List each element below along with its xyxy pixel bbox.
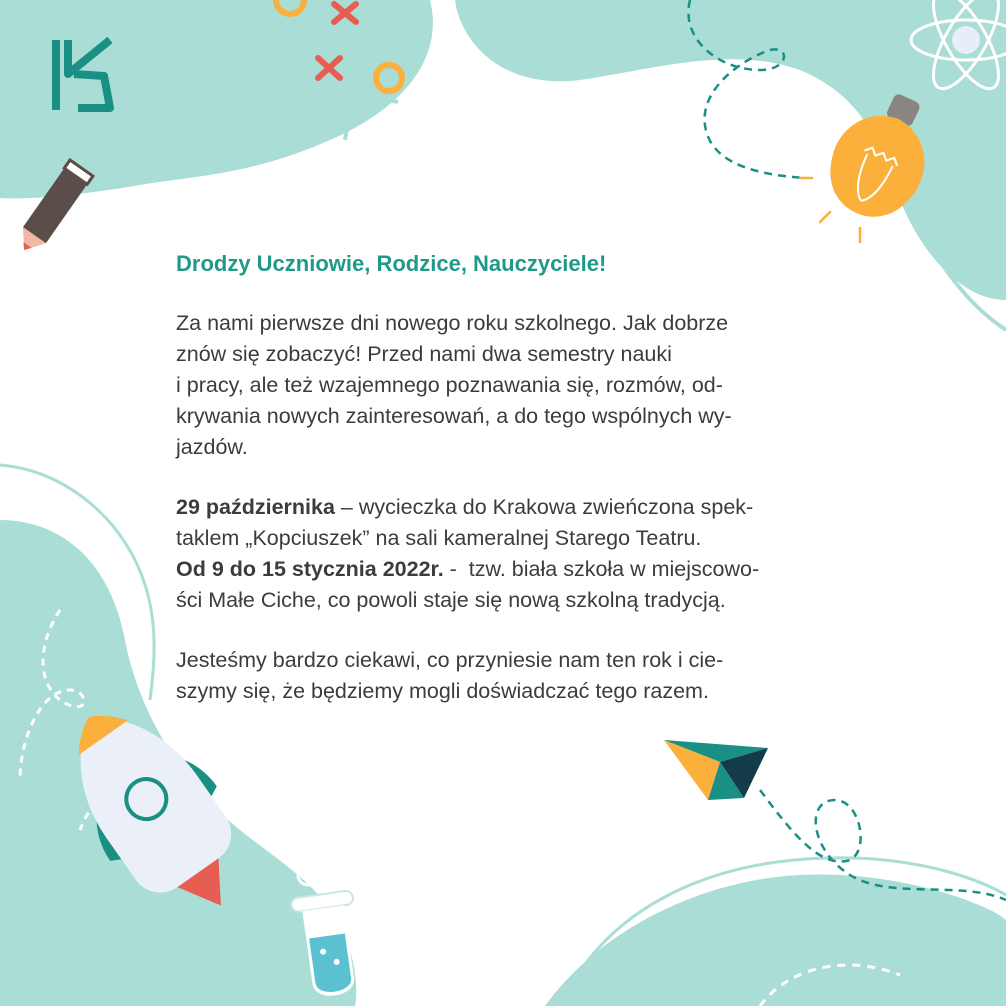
closing-paragraph [176,645,896,707]
intro-line: i pracy, ale też wzajemnego poznawania się, rozmów, od- [176,373,723,397]
intro-line: znów się zobaczyć! Przed nami dwa semestry nauki [176,342,672,366]
paper-plane-icon [664,740,768,800]
event-1-line-2: taklem „Kopciuszek” na sali kameralnej Starego Teatru. [176,526,702,550]
closing-line: Jesteśmy bardzo ciekawi, co przyniesie nam ten rok i cie- [176,648,724,672]
event-1-date: 29 października [176,495,335,519]
event-2-description: - tzw. biała szkoła w miejscowo- [443,557,760,581]
event-2-date: Od 9 do 15 stycznia 2022r. [176,557,444,581]
event-2-line-2: ści Małe Ciche, co powoli staje się nową szkolną tradycją. [176,588,726,612]
events-paragraph [176,492,896,616]
intro-line: Za nami pierwsze dni nowego roku szkolnego. Jak dobrze [176,311,729,335]
event-1-line [176,492,896,523]
letter-heading: Drodzy Uczniowie, Rodzice, Nauczyciele! [176,251,607,276]
intro-paragraph [176,308,896,463]
intro-line: jazdów. [176,435,248,459]
event-2-line [176,554,896,585]
letter [176,248,896,736]
bottom-right-blob [545,875,1006,1006]
closing-line: szymy się, że będziemy mogli doświadczać tego razem. [176,679,709,703]
event-1-description: – wycieczka do Krakowa zwieńczona spek- [334,495,754,519]
intro-line: krywania nowych zainteresowań, a do tego wspólnych wy- [176,404,732,428]
